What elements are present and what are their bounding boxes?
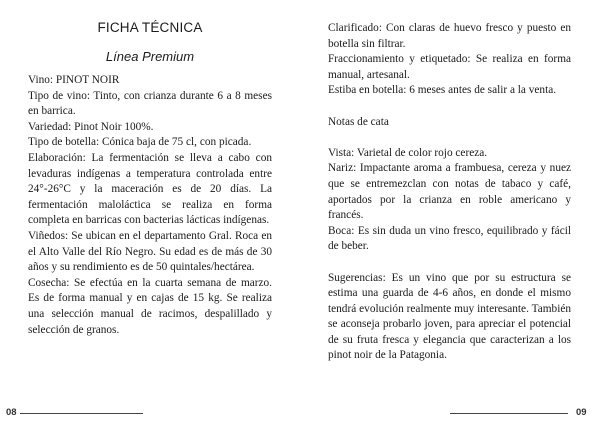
paragraph-variety: Variedad: Pinot Noir 100%. [28, 120, 154, 133]
paragraph-sight: Vista: Varietal de color rojo cereza. [328, 146, 488, 159]
paragraph-bottle-aging: Estiba en botella: 6 meses antes de salir a la venta. [328, 84, 557, 97]
paragraph-palate: Boca: Es sin duda un vino fresco, equilibrado y fácil de beber. [328, 224, 571, 253]
paragraph-bottle-type: Tipo de botella: Cónica baja de 75 cl, con picada. [28, 136, 252, 149]
footer-rule-right [450, 413, 568, 414]
paragraph-bottling: Fraccionamiento y etiquetado: Se realiza en forma manual, artesanal. [328, 53, 571, 81]
paragraph-suggestions: Sugerencias: Es un vino que por su estructura se estima una guarda de 4-6 años, en donde el mismo tendrá evolución realmente muy interesante. También se aconseja probarlo joven, para apreciar el potencial de su fruta fresca y elegancia que caracterizan a los pinot noir de la Patagonia. [328, 271, 571, 362]
spacer [328, 99, 571, 115]
section-heading-tasting-notes: Notas de cata [328, 115, 389, 128]
paragraph-elaboration: Elaboración: La fermentación se lleva a cabo con levaduras indígenas a temperatura controlada entre 24°-26°C y la maceración es de 20 días. La fermentación maloláctica se realiza en forma completa en barricas con bacterias lácticas indígenas. [28, 151, 272, 227]
right-page [300, 0, 600, 424]
paragraph-harvest: Cosecha: Se efectúa en la cuarta semana de marzo. Es de forma manual y en cajas de 15 kg. Se realiza una selección manual de racimos, despalillado y selección de granos. [28, 276, 272, 336]
paragraph-vineyards: Viñedos: Se ubican en el departamento Gral. Roca en el Alto Valle del Río Negro. Su edad es de más de 30 años y su rendimiento es de 50 quintales/hectárea. [28, 229, 272, 274]
left-body-text [28, 73, 272, 338]
paragraph-wine-type: Tipo de vino: Tinto, con crianza durante 6 a 8 meses en barrica. [28, 89, 272, 118]
footer-rule-left [20, 413, 143, 414]
paragraph-clarified: Clarificado: Con claras de huevo fresco y puesto en botella sin filtrar. [328, 22, 571, 50]
page-subtitle: Línea Premium [105, 49, 195, 64]
spacer [328, 130, 571, 146]
page-number-left: 08 [6, 407, 17, 418]
spacer [328, 255, 571, 271]
paragraph-wine: Vino: PINOT NOIR [28, 74, 120, 86]
right-body-text [328, 21, 571, 364]
paragraph-nose: Nariz: Impactante aroma a frambuesa, cereza y nuez que se entremezclan con notas de tabaco y café, aportados por la crianza en roble americano y francés. [328, 162, 571, 222]
page-title: FICHA TÉCNICA [97, 20, 203, 35]
page-number-right: 09 [576, 407, 587, 418]
